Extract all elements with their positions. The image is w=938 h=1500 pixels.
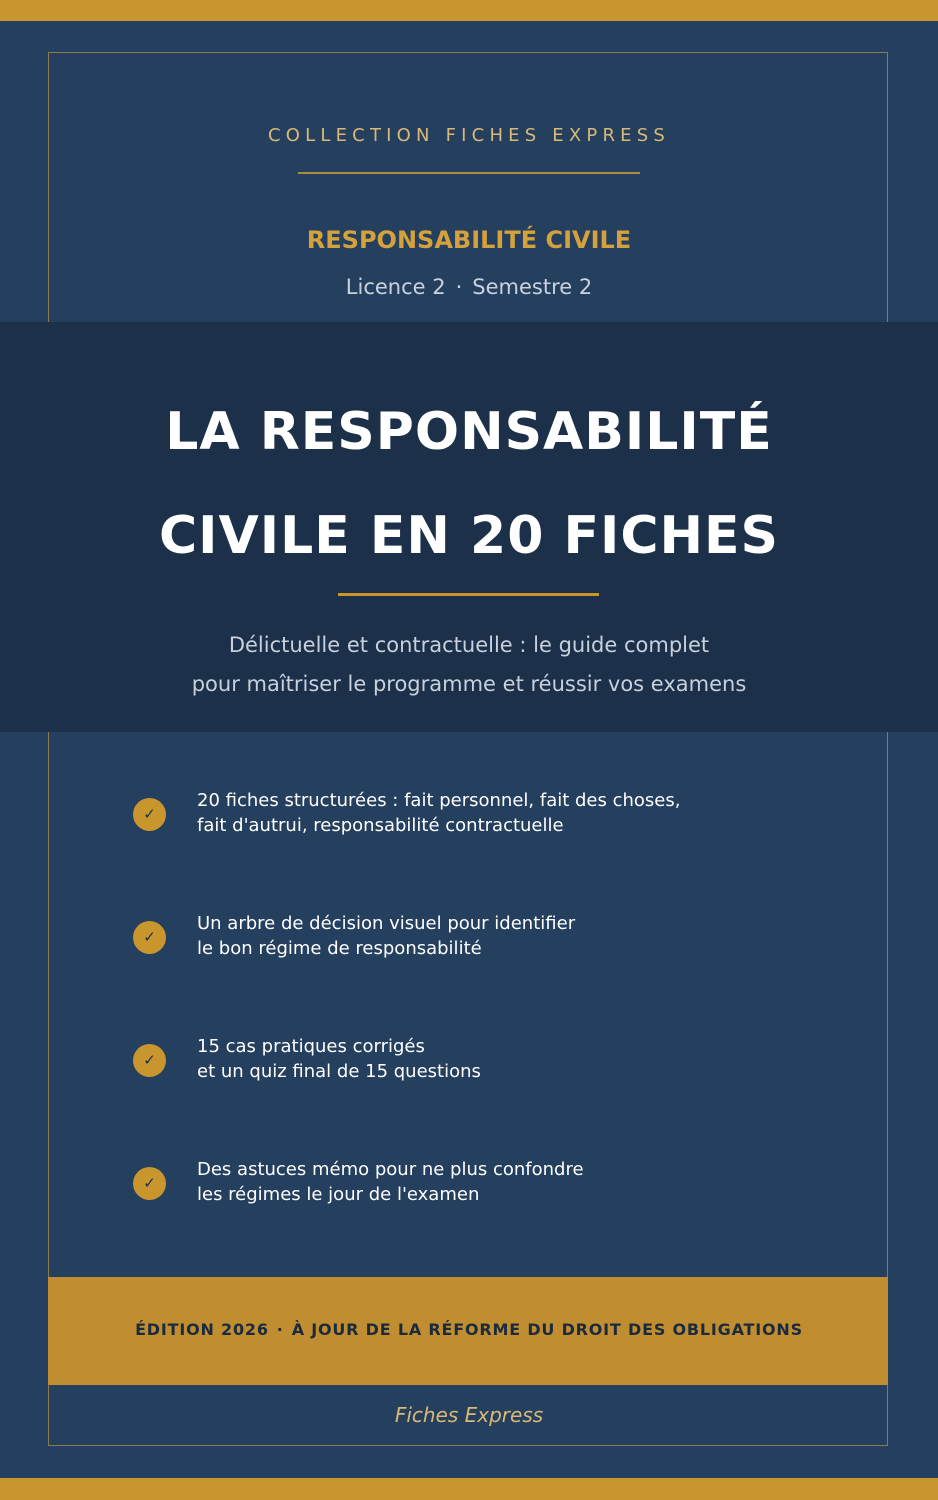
feature-line: fait d'autrui, responsabilité contractuelle — [197, 815, 564, 836]
edition-separator: · — [276, 1320, 284, 1339]
top-divider — [298, 172, 640, 174]
feature-line: 20 fiches structurées : fait personnel, fait des choses, — [197, 790, 681, 811]
feature-line: 15 cas pratiques corrigés — [197, 1036, 425, 1057]
publisher-name: Fiches Express — [394, 1403, 544, 1427]
feature-line: les régimes le jour de l'examen — [197, 1184, 480, 1205]
check-icon: ✓ — [133, 921, 166, 954]
level-label: Licence 2 — [345, 275, 446, 299]
feature-line: et un quiz final de 15 questions — [197, 1061, 481, 1082]
level-info — [0, 275, 938, 299]
feature-item — [133, 1157, 833, 1217]
title-line-1: LA RESPONSABILITÉ — [165, 402, 773, 462]
check-icon: ✓ — [133, 1167, 166, 1200]
feature-text — [197, 1034, 481, 1084]
title-divider — [338, 593, 599, 596]
feature-line: le bon régime de responsabilité — [197, 938, 482, 959]
feature-item — [133, 1034, 833, 1094]
tagline-line-1: Délictuelle et contractuelle : le guide complet — [228, 633, 710, 657]
subject-label: RESPONSABILITÉ CIVILE — [306, 226, 632, 254]
top-gold-bar — [0, 0, 938, 21]
bottom-gold-bar — [0, 1478, 938, 1500]
book-title — [0, 380, 938, 588]
edition-note: À JOUR DE LA RÉFORME DU DROIT DES OBLIGATIONS — [291, 1320, 803, 1339]
check-icon: ✓ — [133, 798, 166, 831]
title-line-2: CIVILE EN 20 FICHES — [159, 506, 779, 566]
feature-line: Un arbre de décision visuel pour identifier — [197, 913, 576, 934]
feature-item — [133, 911, 833, 971]
feature-text — [197, 1157, 584, 1207]
tagline-line-2: pour maîtriser le programme et réussir vos examens — [191, 672, 747, 696]
feature-line: Des astuces mémo pour ne plus confondre — [197, 1159, 584, 1180]
feature-text — [197, 911, 575, 961]
edition-info — [0, 1320, 938, 1339]
edition-label: ÉDITION 2026 — [135, 1320, 269, 1339]
level-separator: · — [455, 275, 463, 299]
semester-label: Semestre 2 — [472, 275, 593, 299]
feature-text — [197, 788, 680, 838]
feature-item — [133, 788, 833, 848]
collection-name: COLLECTION FICHES EXPRESS — [268, 125, 670, 146]
tagline — [0, 626, 938, 704]
cover-frame — [48, 52, 888, 1446]
check-icon: ✓ — [133, 1044, 166, 1077]
